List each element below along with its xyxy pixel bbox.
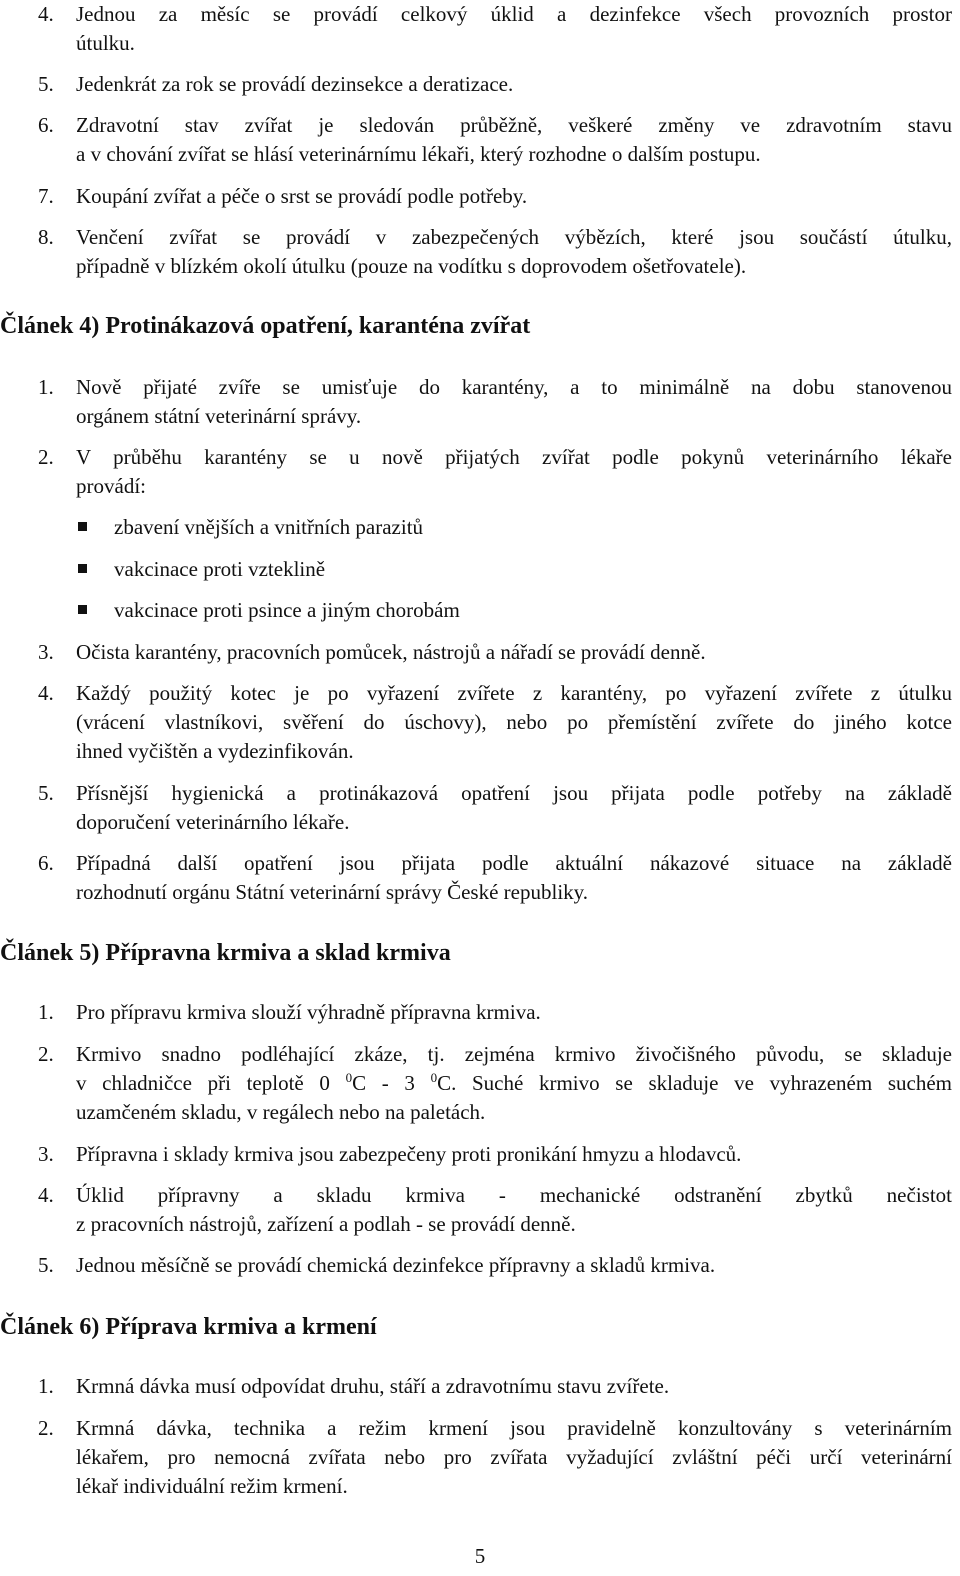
item-text-line: Koupání zvířat a péče o srst se provádí podle potřeby.	[76, 184, 528, 208]
list-item	[0, 111, 952, 169]
item-text-line: V průběhu karantény se u nově přijatých zvířat podle pokynů veterinárního lékaře	[76, 445, 952, 469]
list-item	[0, 1414, 952, 1501]
item-text-line: rozhodnutí orgánu Státní veterinární správy České republiky.	[76, 880, 589, 904]
list-item	[0, 443, 952, 501]
item-number: 6.	[38, 851, 54, 875]
bullet-text: zbavení vnějších a vnitřních parazitů	[114, 515, 424, 539]
item-text-line: případně v blízkém okolí útulku (pouze na vodítku s doprovodem ošetřovatele).	[76, 254, 747, 278]
list-item	[0, 0, 952, 58]
item-text-line: Venčení zvířat se provádí v zabezpečených výbězích, které jsou součástí útulku,	[76, 225, 952, 249]
item-text-line: ihned vyčištěn a vydezinfikován.	[76, 739, 354, 763]
item-number: 5.	[38, 72, 54, 96]
item-number: 2.	[38, 1416, 54, 1440]
list-item	[0, 223, 952, 281]
item-text-line: Případná další opatření jsou přijata podle aktuální nákazové situace na základě	[76, 851, 952, 875]
item-text-line: a v chování zvířat se hlásí veterinárnímu lékaři, který rozhodne o dalším postupu.	[76, 142, 761, 166]
item-number: 8.	[38, 225, 54, 249]
item-number: 6.	[38, 113, 54, 137]
item-number: 2.	[38, 1042, 54, 1066]
item-text-line: Přísnější hygienická a protinákazová opatření jsou přijata podle potřeby na základě	[76, 781, 952, 805]
list-item	[0, 779, 952, 837]
item-text-line: Krmná dávka, technika a režim krmení jsou pravidelně konzultovány s veterinárním	[76, 1416, 952, 1440]
item-text-line: Jednou za měsíc se provádí celkový úklid a dezinfekce všech provozních prostor	[76, 2, 952, 26]
bullet-text: vakcinace proti vzteklině	[114, 557, 326, 581]
item-text-line: Očista karantény, pracovních pomůcek, nástrojů a nářadí se provádí denně.	[76, 640, 706, 664]
bullet-item	[0, 555, 900, 584]
item-text-line: Jednou měsíčně se provádí chemická dezinfekce přípravny a skladů krmiva.	[76, 1253, 716, 1277]
item-number: 5.	[38, 781, 54, 805]
item-text-line: z pracovních nástrojů, zařízení a podlah - se provádí denně.	[76, 1212, 576, 1236]
text-segment: C - 3	[352, 1071, 431, 1095]
list-item	[0, 638, 952, 667]
item-text-line: doporučení veterinárního lékaře.	[76, 810, 350, 834]
list-item	[0, 998, 952, 1027]
square-bullet-icon	[78, 564, 87, 573]
item-number: 2.	[38, 445, 54, 469]
item-number: 4.	[38, 2, 54, 26]
item-number: 1.	[38, 1374, 54, 1398]
list-item	[0, 679, 952, 766]
text-segment: C. Suché krmivo se skladuje ve vyhrazeném suchém	[437, 1071, 953, 1095]
square-bullet-icon	[78, 605, 87, 614]
item-text-line: uzamčeném skladu, v regálech nebo na paletách.	[76, 1100, 486, 1124]
item-text-line: Krmná dávka musí odpovídat druhu, stáří a zdravotnímu stavu zvířete.	[76, 1374, 670, 1398]
item-text-line: Přípravna i sklady krmiva jsou zabezpečeny proti pronikání hmyzu a hlodavců.	[76, 1142, 742, 1166]
item-text-line: lékař individuální režim krmení.	[76, 1474, 348, 1498]
item-text-line: Zdravotní stav zvířat je sledován průběžně, veškeré změny ve zdravotním stavu	[76, 113, 952, 137]
item-text-line: Jedenkrát za rok se provádí dezinsekce a deratizace.	[76, 72, 514, 96]
bullet-item	[0, 513, 900, 542]
item-text-line: Krmivo snadno podléhající zkáze, tj. zejména krmivo živočišného původu, se skladuje	[76, 1042, 952, 1066]
list-item	[0, 849, 952, 907]
item-text-line	[76, 1069, 952, 1098]
page-number: 5	[474, 1544, 486, 1568]
text-segment: v chladničce při teplotě 0	[76, 1071, 346, 1095]
item-text-line: lékařem, pro nemocná zvířata nebo pro zvířata vyžadující zvláštní péči určí veterinární	[76, 1445, 952, 1469]
list-item	[0, 373, 952, 431]
item-text-line: Každý použitý kotec je po vyřazení zvířete z karantény, po vyřazení zvířete z útulku	[76, 681, 952, 705]
item-text-line: Úklid přípravny a skladu krmiva - mechanické odstranění zbytků nečistot	[76, 1183, 952, 1207]
item-text-line: útulku.	[76, 31, 135, 55]
degree-superscript: 0	[345, 1070, 353, 1085]
section-heading: Článek 4) Protinákazová opatření, karanténa zvířat	[0, 313, 531, 339]
item-text-line: provádí:	[76, 474, 146, 498]
degree-superscript: 0	[430, 1070, 438, 1085]
list-item	[0, 1251, 952, 1280]
item-text-line: orgánem státní veterinární správy.	[76, 404, 362, 428]
section-heading: Článek 6) Příprava krmiva a krmení	[0, 1314, 377, 1340]
bullet-item	[0, 596, 900, 625]
item-text-line: (vrácení vlastníkovi, svěření do úschovy), nebo po přemístění zvířete do jiného kotce	[76, 710, 952, 734]
item-number: 1.	[38, 375, 54, 399]
item-number: 5.	[38, 1253, 54, 1277]
item-number: 3.	[38, 1142, 54, 1166]
list-item	[0, 1181, 952, 1239]
item-number: 4.	[38, 1183, 54, 1207]
item-text-line: Nově přijaté zvíře se umisťuje do karantény, a to minimálně na dobu stanovenou	[76, 375, 952, 399]
item-text-line: Pro přípravu krmiva slouží výhradně přípravna krmiva.	[76, 1000, 541, 1024]
square-bullet-icon	[78, 522, 87, 531]
item-number: 7.	[38, 184, 54, 208]
list-item	[0, 1040, 952, 1127]
list-item	[0, 1140, 952, 1169]
section-heading: Článek 5) Přípravna krmiva a sklad krmiva	[0, 940, 451, 966]
item-number: 4.	[38, 681, 54, 705]
list-item	[0, 182, 952, 211]
bullet-text: vakcinace proti psince a jiným chorobám	[114, 598, 460, 622]
list-item	[0, 70, 952, 99]
list-item	[0, 1372, 952, 1401]
item-number: 1.	[38, 1000, 54, 1024]
item-number: 3.	[38, 640, 54, 664]
